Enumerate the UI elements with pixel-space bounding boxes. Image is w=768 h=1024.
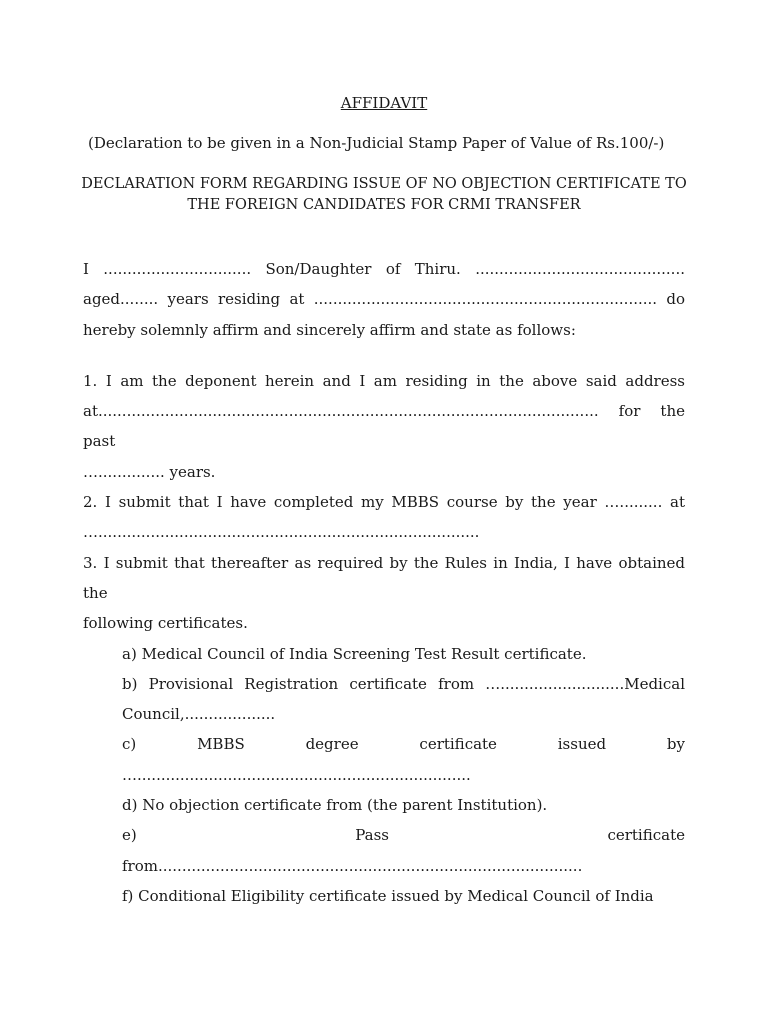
para1-line-1: 1. I am the deponent herein and I am residing in the above said address — [83, 371, 685, 390]
item-b-line-1: b) Provisional Registration certificate from …..........................Medical — [122, 674, 685, 693]
para1-line-2: at......................................................................................................... for the past — [83, 402, 685, 451]
para3-line-1: 3. I submit that thereafter as required by the Rules in India, I have obtained the — [83, 553, 685, 602]
item-b-line-2: Council,................... — [122, 705, 276, 724]
para2-line-1: 2. I submit that I have completed my MBBS course by the year …......... at — [83, 493, 685, 512]
stamp-paper-note: (Declaration to be given in a Non-Judicial Stamp Paper of Value of Rs.100/-) — [88, 134, 665, 152]
para2-line-2: …................................................................................ — [83, 523, 480, 542]
intro-line-3: hereby solemnly affirm and sincerely affirm and state as follows: — [83, 320, 576, 339]
document-title: AFFIDAVIT — [340, 94, 428, 112]
intro-line-2: aged........ years residing at ........................................................................ do — [83, 290, 685, 309]
item-e-line-2: from......................................................................................... — [122, 856, 583, 875]
paragraph-gap — [83, 345, 685, 366]
item-c-line-1: c) MBBS degree certificate issued by — [122, 735, 685, 754]
declaration-heading — [60, 174, 708, 216]
item-e-line-1: e) Pass certificate — [122, 826, 685, 845]
heading-line-1: DECLARATION FORM REGARDING ISSUE OF NO OBJECTION CERTIFICATE TO — [81, 176, 687, 192]
intro-line-1: I ............................... Son/Daughter of Thiru. ............................................ — [83, 260, 685, 278]
item-d: d) No objection certificate from (the parent Institution). — [122, 796, 548, 815]
para1-line-3: ….............. years. — [83, 462, 216, 481]
item-f: f) Conditional Eligibility certificate issued by Medical Council of India — [122, 886, 654, 905]
item-c-line-2: …...................................................................... — [122, 765, 471, 784]
para3-line-2: following certificates. — [83, 614, 248, 633]
item-a: a) Medical Council of India Screening Test Result certificate. — [122, 644, 587, 663]
affidavit-body — [83, 254, 685, 911]
heading-line-2: THE FOREIGN CANDIDATES FOR CRMI TRANSFER — [187, 197, 581, 213]
